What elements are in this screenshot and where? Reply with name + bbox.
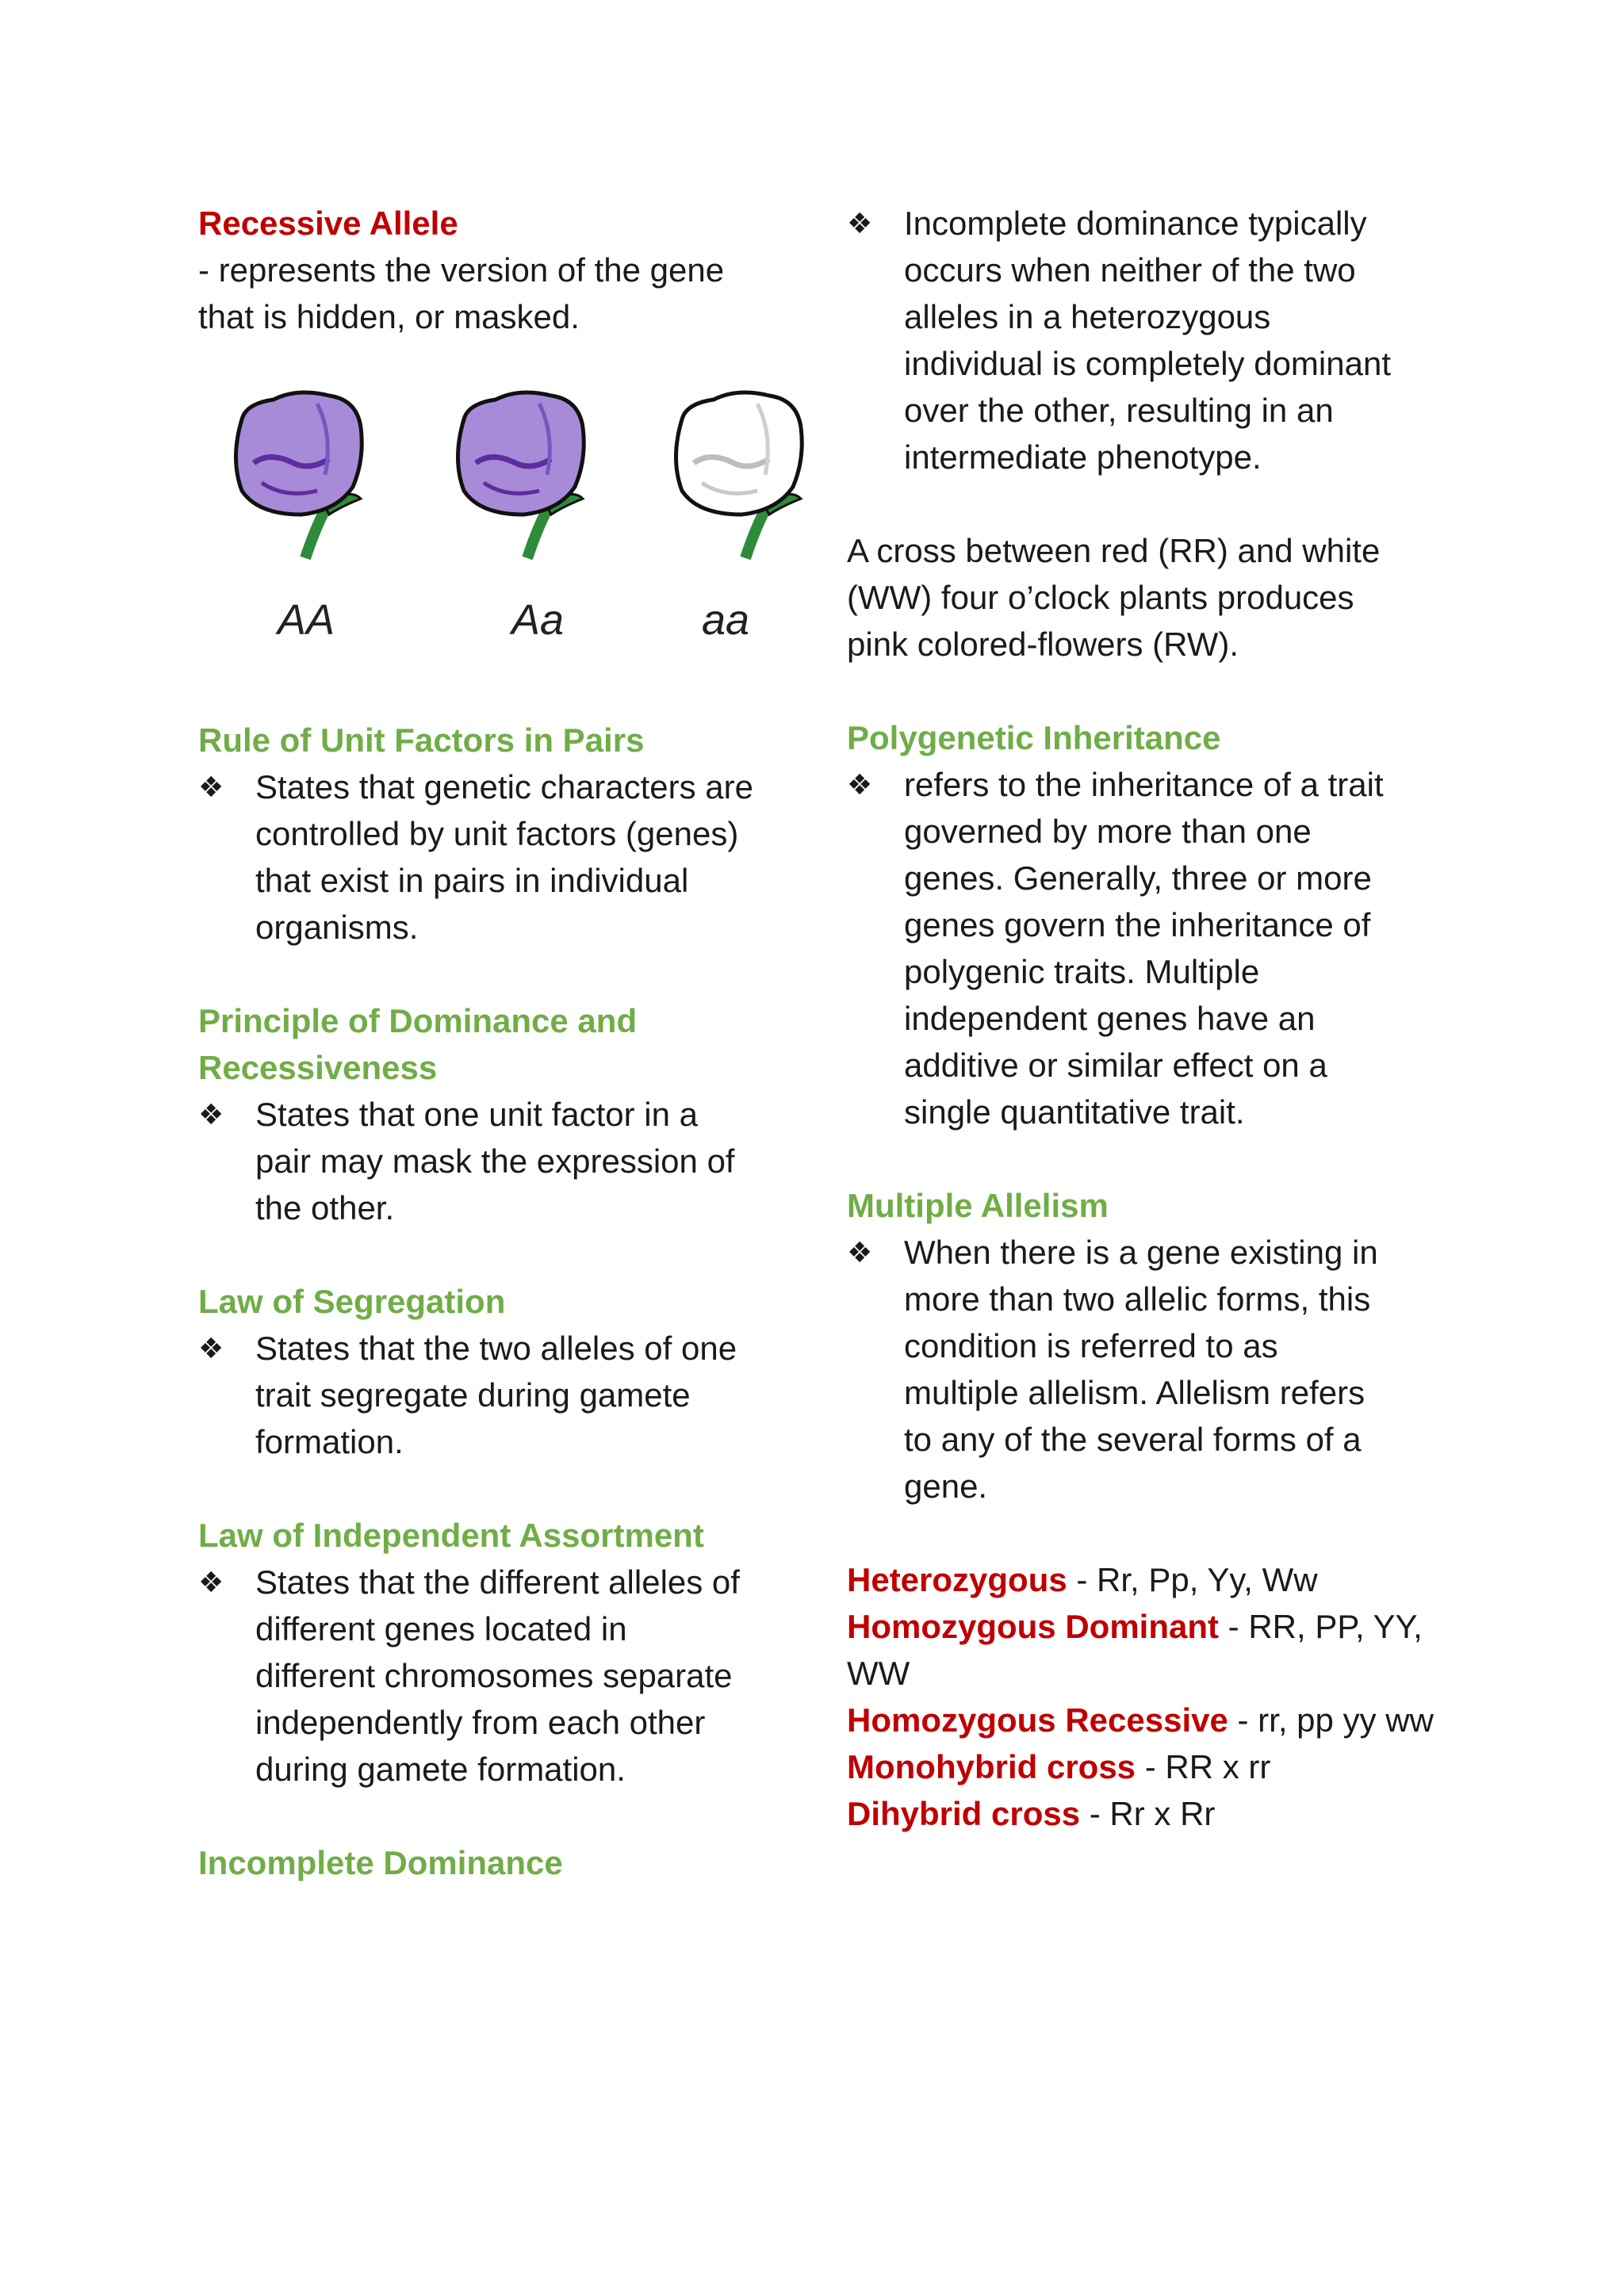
- term-value: - rr, pp yy ww: [1228, 1701, 1434, 1739]
- genotype-label-aa: aa: [702, 596, 750, 644]
- right-column: [847, 200, 1450, 1837]
- bullet-text-line: genes. Generally, three or more: [904, 859, 1372, 897]
- segregation-bullet: [198, 1325, 809, 1465]
- bullet-text-line: genes govern the inheritance of: [904, 906, 1371, 943]
- bullet-text-line: occurs when neither of the two: [904, 251, 1356, 289]
- cross-example-line-2: (WW) four o’clock plants produces: [847, 579, 1354, 616]
- bullet-text-line: gene.: [904, 1468, 988, 1505]
- recessive-allele-heading: Recessive Allele: [198, 205, 458, 242]
- bullet-text-line: single quantitative trait.: [904, 1093, 1245, 1131]
- bullet-text-line: during gamete formation.: [255, 1751, 626, 1788]
- cross-example-line-3: pink colored-flowers (RW).: [847, 626, 1239, 663]
- term-line-homozygous-dominant: [847, 1603, 1450, 1650]
- bullet-text-line: independently from each other: [255, 1704, 706, 1741]
- term-value: - RR x rr: [1136, 1748, 1271, 1785]
- independent-assortment-bullet: [198, 1559, 809, 1793]
- bullet-text-line: trait segregate during gamete: [255, 1376, 691, 1414]
- incomplete-dominance-bullet: [847, 200, 1450, 480]
- term-label: Monohybrid cross: [847, 1748, 1136, 1785]
- bullet-text-line: pair may mask the expression of: [255, 1142, 735, 1180]
- genotype-label-AA: AA: [278, 596, 335, 644]
- term-line-heterozygous: [847, 1556, 1450, 1603]
- genotype-label-Aa: Aa: [511, 596, 565, 644]
- bullet-text-line: multiple allelism. Allelism refers: [904, 1374, 1365, 1411]
- bullet-text-line: different genes located in: [255, 1610, 627, 1647]
- term-label: Heterozygous: [847, 1561, 1067, 1598]
- recessive-definition-line-2: that is hidden, or masked.: [198, 298, 580, 335]
- term-value: WW: [847, 1655, 910, 1692]
- bullet-text-line: States that genetic characters are: [255, 768, 754, 806]
- bullet-diamond-icon: ❖: [847, 1236, 873, 1269]
- incomplete-dominance-heading: Incomplete Dominance: [198, 1844, 563, 1881]
- bullet-diamond-icon: ❖: [198, 1098, 224, 1131]
- term-label: Homozygous Dominant: [847, 1608, 1219, 1645]
- bullet-text-line: over the other, resulting in an: [904, 392, 1334, 429]
- bullet-text-line: intermediate phenotype.: [904, 438, 1262, 476]
- bullet-diamond-icon: ❖: [198, 771, 224, 803]
- bullet-text-line: condition is referred to as: [904, 1327, 1278, 1364]
- bullet-diamond-icon: ❖: [198, 1332, 224, 1364]
- flowers-illustration: [198, 388, 809, 594]
- multiple-allelism-bullet: [847, 1229, 1450, 1510]
- multiple-allelism-heading: Multiple Allelism: [847, 1187, 1109, 1224]
- term-line-dihybrid: [847, 1790, 1450, 1837]
- bullet-text-line: individual is completely dominant: [904, 345, 1391, 382]
- flower-aa-dominant-icon: [236, 392, 362, 558]
- bullet-text-line: different chromosomes separate: [255, 1657, 733, 1694]
- bullet-text-line: to any of the several forms of a: [904, 1421, 1362, 1458]
- term-label: Homozygous Recessive: [847, 1701, 1228, 1739]
- cross-example-line-1: A cross between red (RR) and white: [847, 532, 1381, 569]
- genotype-terms-list: [847, 1556, 1450, 1837]
- polygenetic-bullet: [847, 761, 1450, 1135]
- term-value: - RR, PP, YY,: [1219, 1608, 1423, 1645]
- bullet-text-line: organisms.: [255, 909, 419, 946]
- term-value: - Rr x Rr: [1080, 1795, 1216, 1832]
- bullet-text-line: controlled by unit factors (genes): [255, 815, 739, 852]
- polygenetic-heading: Polygenetic Inheritance: [847, 719, 1221, 756]
- bullet-text-line: alleles in a heterozygous: [904, 298, 1271, 335]
- bullet-text-line: States that one unit factor in a: [255, 1096, 699, 1133]
- bullet-text-line: States that the different alleles of: [255, 1563, 740, 1601]
- term-line-monohybrid: [847, 1743, 1450, 1790]
- flower-aa-heterozygous-icon: [458, 392, 584, 558]
- bullet-text-line: States that the two alleles of one: [255, 1330, 737, 1367]
- bullet-text-line: formation.: [255, 1423, 404, 1460]
- bullet-text-line: independent genes have an: [904, 1000, 1316, 1037]
- left-column: [198, 200, 809, 1886]
- dominance-bullet: [198, 1091, 809, 1231]
- bullet-text-line: the other.: [255, 1189, 395, 1226]
- dominance-heading-line-2: Recessiveness: [198, 1049, 438, 1086]
- bullet-diamond-icon: ❖: [847, 207, 873, 239]
- bullet-text-line: When there is a gene existing in: [904, 1234, 1378, 1271]
- term-label: Dihybrid cross: [847, 1795, 1081, 1832]
- bullet-text-line: that exist in pairs in individual: [255, 862, 689, 899]
- recessive-definition-line-1: - represents the version of the gene: [198, 251, 725, 289]
- term-value: - Rr, Pp, Yy, Ww: [1067, 1561, 1318, 1598]
- bullet-text-line: refers to the inheritance of a trait: [904, 766, 1384, 803]
- bullet-text-line: polygenic traits. Multiple: [904, 953, 1260, 990]
- independent-assortment-heading: Law of Independent Assortment: [198, 1517, 704, 1554]
- dominance-heading-line-1: Principle of Dominance and: [198, 1002, 638, 1039]
- unit-factors-heading: Rule of Unit Factors in Pairs: [198, 721, 645, 759]
- bullet-text-line: governed by more than one: [904, 813, 1312, 850]
- term-line-homozygous-recessive: [847, 1697, 1450, 1743]
- flower-genotype-figure: [198, 388, 809, 681]
- term-line-homozygous-dominant-cont: [847, 1650, 1450, 1697]
- bullet-diamond-icon: ❖: [198, 1566, 224, 1598]
- unit-factors-bullet: [198, 763, 809, 951]
- bullet-text-line: additive or similar effect on a: [904, 1047, 1327, 1084]
- bullet-text-line: Incomplete dominance typically: [904, 205, 1367, 242]
- bullet-diamond-icon: ❖: [847, 768, 873, 801]
- flower-aa-recessive-icon: [676, 392, 802, 558]
- bullet-text-line: more than two allelic forms, this: [904, 1280, 1371, 1318]
- segregation-heading: Law of Segregation: [198, 1283, 506, 1320]
